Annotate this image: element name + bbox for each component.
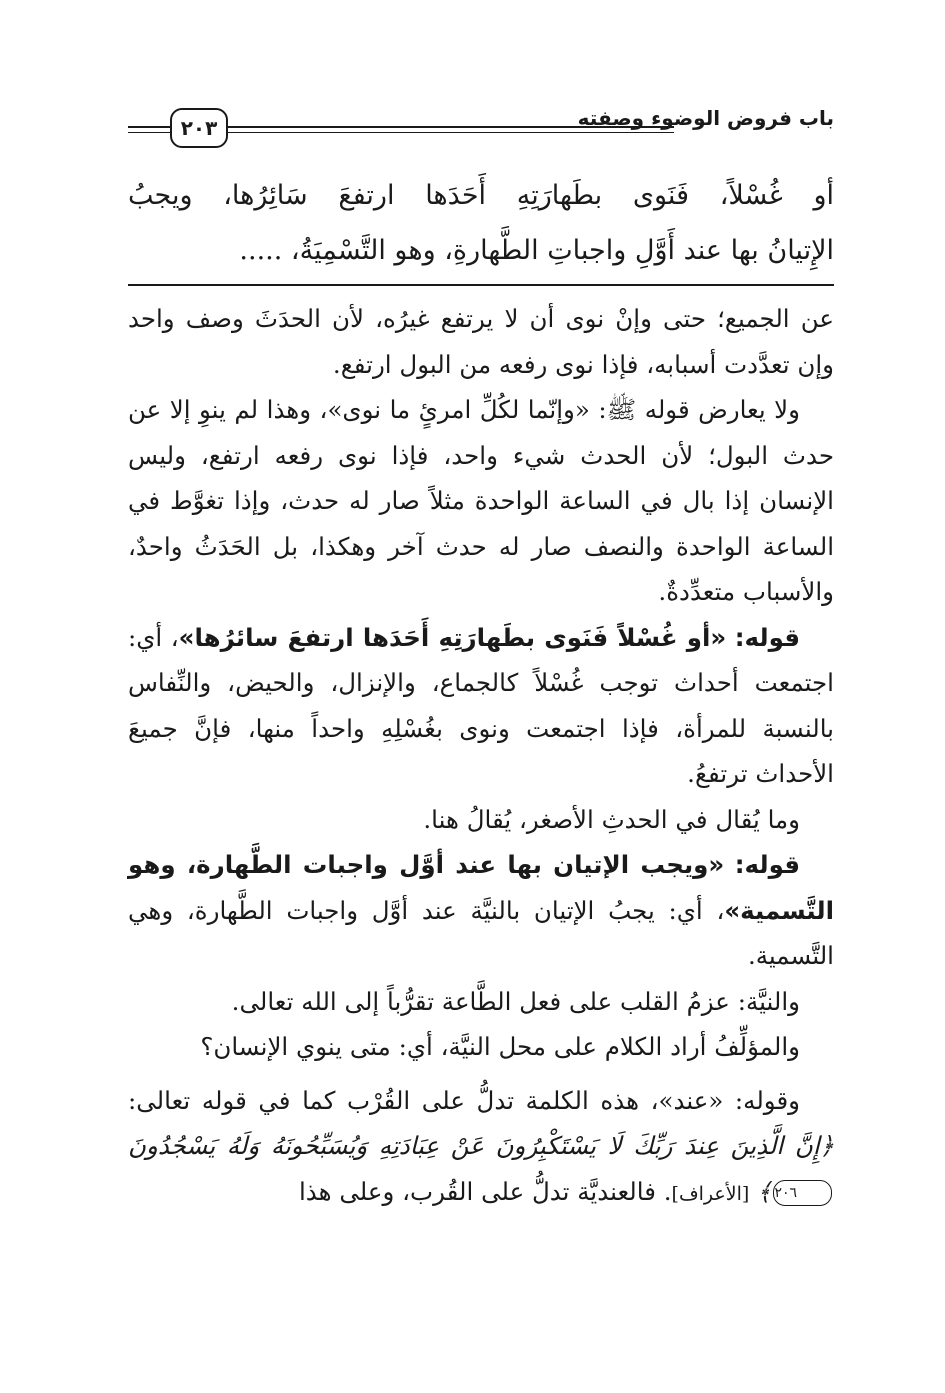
matn-quote: «ويجب الإتيان بها عند أوَّل واجبات الطَّهارة، وهو التَّسمية» [128, 850, 834, 925]
quran-bracket: ﴾ [757, 1176, 772, 1206]
paragraph-lead: قوله: [734, 622, 800, 652]
main-text-line: أو غُسْلاً، فَنَوى بطَهارَتِهِ أَحَدَها ارتفعَ سَائِرُها، ويجبُ [128, 180, 834, 211]
paragraph-text: ، أي: يجبُ الإتيان بالنيَّة عند أوَّل واجبات الطَّهارة، وهي التَّسمية. [128, 895, 834, 970]
surah-reference: [الأعراف] [671, 1182, 750, 1205]
text-divider [128, 284, 834, 286]
quran-verse: ﴿إِنَّ الَّذِينَ عِندَ رَبِّكَ لَا يَسْتَكْبِرُونَ عَنْ عِبَادَتِهِ وَيُسَبِّحُونَهُ وَلَهُ يَسْجُدُونَ [128, 1131, 834, 1160]
paragraph-text: . فالعنديَّة تدلُّ على القُرب، وعلى هذا [298, 1176, 672, 1206]
commentary [128, 296, 834, 1217]
page-number: ٢٠٣ [170, 108, 228, 148]
paragraph-text: وقوله: «عند»، هذه الكلمة تدلُّ على القُرْب كما في قوله تعالى: [128, 1085, 800, 1115]
running-header [128, 98, 834, 148]
book-page [128, 98, 834, 1358]
commentary-paragraph [128, 842, 834, 979]
commentary-paragraph [128, 615, 834, 797]
paragraph-text: ، أي: اجتمعت أحداث توجب غُسْلاً كالجماع، والإنزال، والحيض، والنِّفاس بالنسبة للمرأة، فإذا اجتمعت ونوى بغُسْلِهِ واحداً منها، فإنَّ جميعَ الأحداث ترتفعُ. [128, 622, 834, 788]
main-text [128, 168, 834, 278]
header-rule [228, 132, 674, 133]
commentary-paragraph: وما يُقال في الحدثِ الأصغر، يُقالُ هنا. [423, 804, 800, 834]
ayah-number-icon: ٢٠٦ [773, 1180, 832, 1206]
paragraph-gap [128, 1070, 834, 1078]
commentary-paragraph: ولا يعارض قوله ﷺ: «وإنّما لكُلِّ امرئٍ ما نوى»، وهذا لم ينوِ إلا عن حدث البول؛ لأن الحدث شيء واحد، فإذا نوى رفعه ارتفع، وليس الإنسان إذا بال في الساعة الواحدة مثلاً صار له حدث، وإذا تغوَّط في الساعة الواحدة والنصف صار له حدث آخر وهكذا، بل الحَدَثُ واحدٌ، والأسباب متعدِّدةٌ. [128, 395, 834, 606]
header-rule [128, 132, 170, 133]
header-rule [128, 126, 170, 128]
matn-quote: «أو غُسْلاً فَنَوى بطَهارَتِهِ أَحَدَها ارتفعَ سائرُها» [178, 622, 727, 652]
paragraph-lead: قوله: [734, 850, 800, 879]
commentary-paragraph: والنيَّة: عزمُ القلب على فعل الطَّاعة تقرُّباً إلى الله تعالى. [231, 986, 800, 1016]
header-rule [228, 126, 674, 128]
main-text-line: الإِتيانُ بها عند أَوَّلِ واجباتِ الطَّهارةِ، وهو التَّسْمِيَةُ، ..... [239, 235, 834, 266]
chapter-title: باب فروض الوضوء وصفته [577, 106, 834, 130]
commentary-paragraph [128, 1078, 834, 1218]
commentary-paragraph: عن الجميع؛ حتى وإنْ نوى أن لا يرتفع غيرُه، لأن الحدَثَ وصف واحد وإن تعدَّدت أسبابه، فإذا نوى رفعه من البول ارتفع. [128, 304, 834, 379]
commentary-paragraph: والمؤلِّفُ أراد الكلام على محل النيَّة، أي: متى ينوي الإنسان؟ [200, 1032, 800, 1061]
